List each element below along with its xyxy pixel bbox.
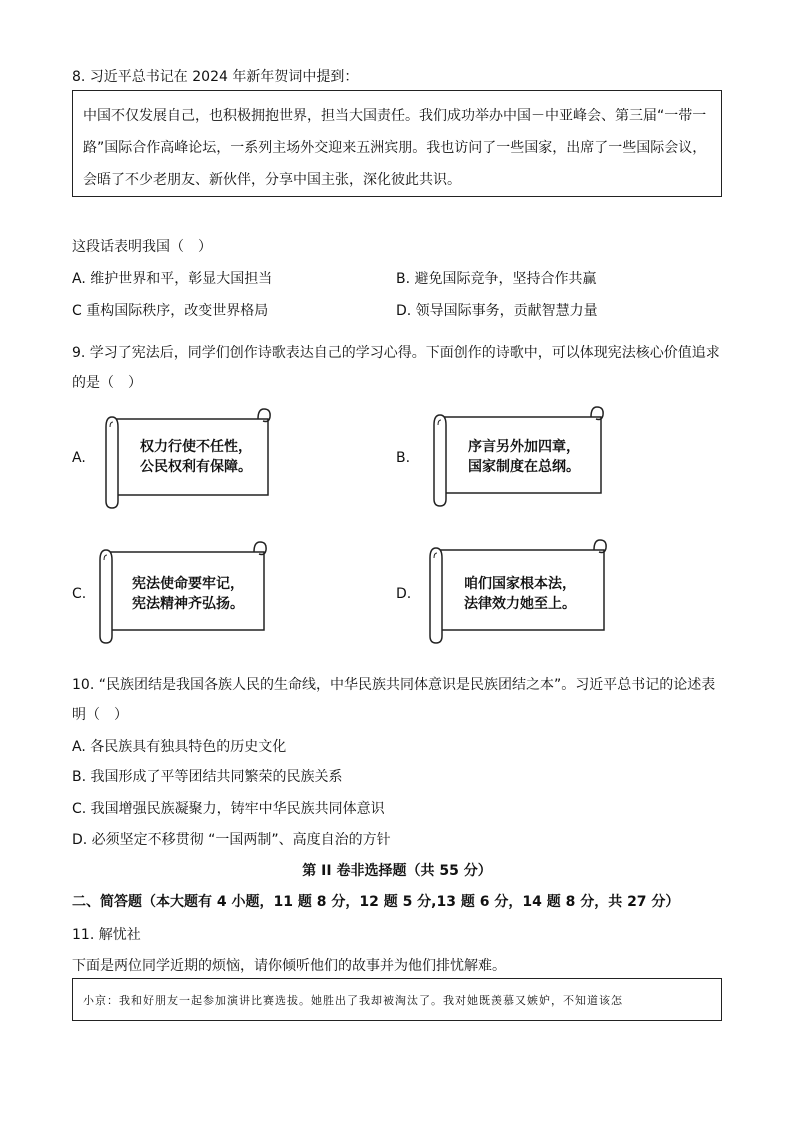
q9-option-a-scroll[interactable]	[100, 405, 275, 510]
q8-stem: 8. 习近平总书记在 2024 年新年贺词中提到：	[72, 69, 359, 85]
q8-option-d[interactable]: D. 领导国际事务，贡献智慧力量	[396, 303, 598, 319]
q8-option-a[interactable]: A. 维护世界和平，彰显大国担当	[72, 271, 273, 287]
q8-option-c[interactable]: C 重构国际秩序，改变世界格局	[72, 303, 269, 319]
q9-stem-line2: 的是（ ）	[72, 375, 142, 391]
q11-story-text: 小京：我和好朋友一起参加演讲比赛选拔。她胜出了我却被淘汰了。我对她既羡慕又嫉妒，不知道该怎	[83, 994, 623, 1007]
q10-stem-line2: 明（ ）	[72, 707, 128, 723]
q10-option-b[interactable]: B. 我国形成了平等团结共同繁荣的民族关系	[72, 769, 343, 785]
q9-option-b-letter[interactable]: B.	[396, 450, 411, 466]
q9-stem-line1: 9. 学习了宪法后，同学们创作诗歌表达自己的学习心得。下面创作的诗歌中，可以体现宪法核心价值追求	[72, 345, 720, 361]
q9-option-c-letter[interactable]: C.	[72, 586, 87, 602]
q10-option-a[interactable]: A. 各民族具有独具特色的历史文化	[72, 739, 287, 755]
part2-heading: 二、简答题（本大题有 4 小题，11 题 8 分，12 题 5 分,13 题 6 分，14 题 8 分，共 27 分）	[72, 894, 680, 910]
q8-quote-line: 中国不仅发展自己，也积极拥抱世界，担当大国责任。我们成功举办中国－中亚峰会、第三届“一带一	[83, 108, 707, 124]
q8-option-b[interactable]: B. 避免国际竞争，坚持合作共赢	[396, 271, 597, 287]
q9-option-a-line2: 公民权利有保障。	[140, 459, 252, 475]
q9-option-b-line2: 国家制度在总纲。	[468, 459, 580, 475]
q10-option-c[interactable]: C. 我国增强民族凝聚力，铸牢中华民族共同体意识	[72, 801, 385, 817]
q11-title: 11. 解忧社	[72, 927, 141, 943]
q9-option-b-scroll[interactable]	[428, 403, 608, 508]
q9-option-c-scroll[interactable]	[94, 538, 269, 645]
q9-option-d-scroll[interactable]	[424, 536, 609, 646]
section2-title: 第 II 卷非选择题（共 55 分）	[302, 863, 492, 879]
q9-option-d-line2: 法律效力她至上。	[464, 596, 576, 612]
q8-quote-box	[72, 90, 722, 197]
q9-option-a-letter[interactable]: A.	[72, 450, 86, 466]
q9-option-c-line1: 宪法使命要牢记，	[132, 576, 244, 592]
q9-option-c-line2: 宪法精神齐弘扬。	[132, 596, 244, 612]
q8-quote-line: 路”国际合作高峰论坛，一系列主场外交迎来五洲宾朋。我也访问了一些国家，出席了一些国际会议，	[83, 140, 707, 156]
q10-option-d[interactable]: D. 必须坚定不移贯彻 “一国两制”、高度自治的方针	[72, 832, 391, 848]
q9-option-d-letter[interactable]: D.	[396, 586, 412, 602]
q9-option-a-line1: 权力行使不任性，	[140, 439, 252, 455]
q10-stem-line1: 10. “民族团结是我国各族人民的生命线，中华民族共同体意识是民族团结之本”。习近平总书记的论述表	[72, 677, 716, 693]
q11-intro: 下面是两位同学近期的烦恼，请你倾听他们的故事并为他们排忧解难。	[72, 958, 506, 974]
q8-quote-line: 会晤了不少老朋友、新伙伴，分享中国主张，深化彼此共识。	[83, 172, 461, 188]
q9-option-d-line1: 咱们国家根本法，	[464, 576, 576, 592]
q11-story-box	[72, 978, 722, 1021]
q8-question: 这段话表明我国（ ）	[72, 239, 212, 255]
q9-option-b-line1: 序言另外加四章，	[468, 439, 580, 455]
